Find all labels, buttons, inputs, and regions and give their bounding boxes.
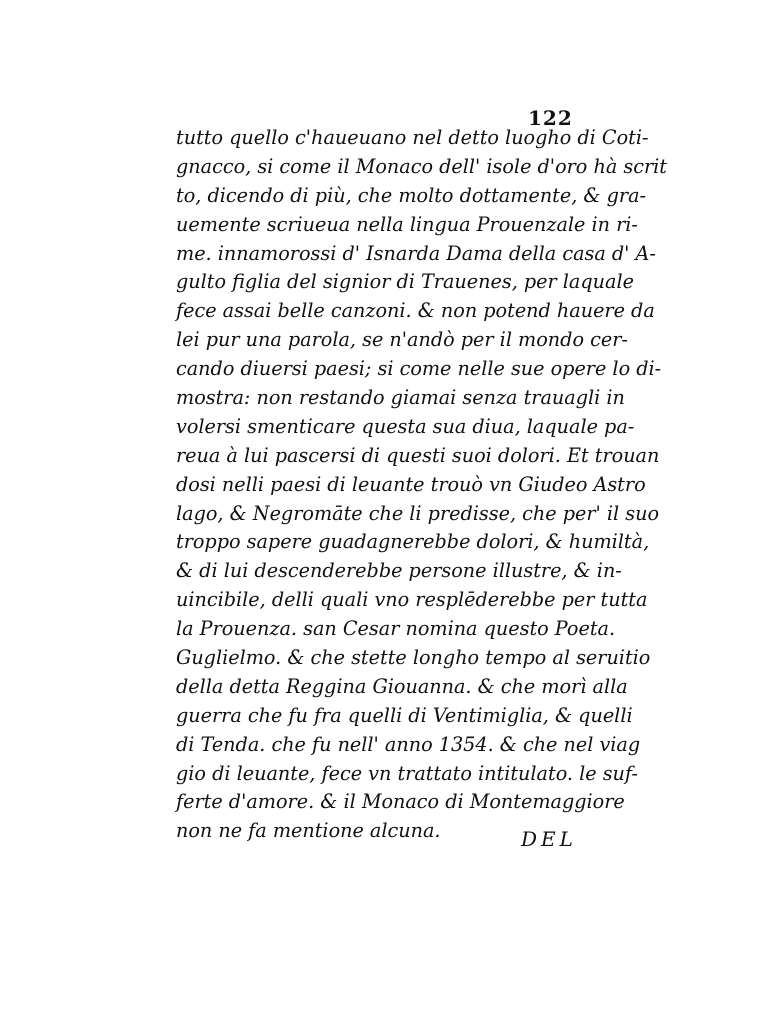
text-line: volersi smenticare questa sua diua, laquale pa- xyxy=(176,414,635,438)
text-line: reua à lui pascersi di questi suoi dolori. Et trouan xyxy=(176,443,660,467)
text-line: di Tenda. che fu nell' anno 1354. & che nel viag xyxy=(176,732,641,756)
text-line: guerra che fu fra quelli di Ventimiglia, & quelli xyxy=(176,703,633,727)
text-line: la Prouenza. san Cesar nomina questo Poeta. xyxy=(176,617,616,641)
text-line: fece assai belle canzoni. & non potend hauere da xyxy=(176,299,655,323)
text-line: lei pur una parola, se n'andò per il mondo cer- xyxy=(176,328,628,352)
text-line: uemente scriueua nella lingua Prouenzale in ri- xyxy=(176,212,638,236)
text-line: mostra: non restando giamai senza trauagli in xyxy=(176,386,625,410)
text-line: gio di leuante, fece vn trattato intitulato. le suf- xyxy=(176,761,638,785)
text-line: cando diuersi paesi; si come nelle sue opere lo di- xyxy=(176,357,662,381)
text-line: lago, & Negromāte che li predisse, che per' il suo xyxy=(176,501,660,525)
text-line: dosi nelli paesi di leuante trouò vn Giudeo Astro xyxy=(176,472,646,496)
text-line: della detta Reggina Giouanna. & che morì alla xyxy=(176,674,628,698)
text-line: me. innamorossi d' Isnarda Dama della casa d' A- xyxy=(176,241,656,265)
text-line: ferte d'amore. & il Monaco di Montemaggiore xyxy=(176,790,625,814)
text-line: Guglielmo. & che stette longho tempo al seruitio xyxy=(176,646,651,670)
text-line: non ne fa mentione alcuna. xyxy=(176,819,441,843)
text-line: & di lui descenderebbe persone illustre, & in- xyxy=(176,559,622,583)
text-line: troppo sapere guadagnerebbe dolori, & humiltà, xyxy=(176,530,650,554)
body-text xyxy=(176,124,667,846)
page-number: 122 xyxy=(528,106,573,130)
text-line: gulto figlia del signior di Trauenes, per laquale xyxy=(176,270,634,294)
text-line: to, dicendo di più, che molto dottamente, & gra- xyxy=(176,183,646,207)
text-line: tutto quello c'haueuano nel detto luogho di Coti- xyxy=(176,126,649,149)
catchword: DEL xyxy=(521,827,577,851)
text-line: uincibile, delli quali vno resplēderebbe per tutta xyxy=(176,588,648,612)
text-line: gnacco, si come il Monaco dell' isole d'oro hà scrit xyxy=(176,154,667,178)
